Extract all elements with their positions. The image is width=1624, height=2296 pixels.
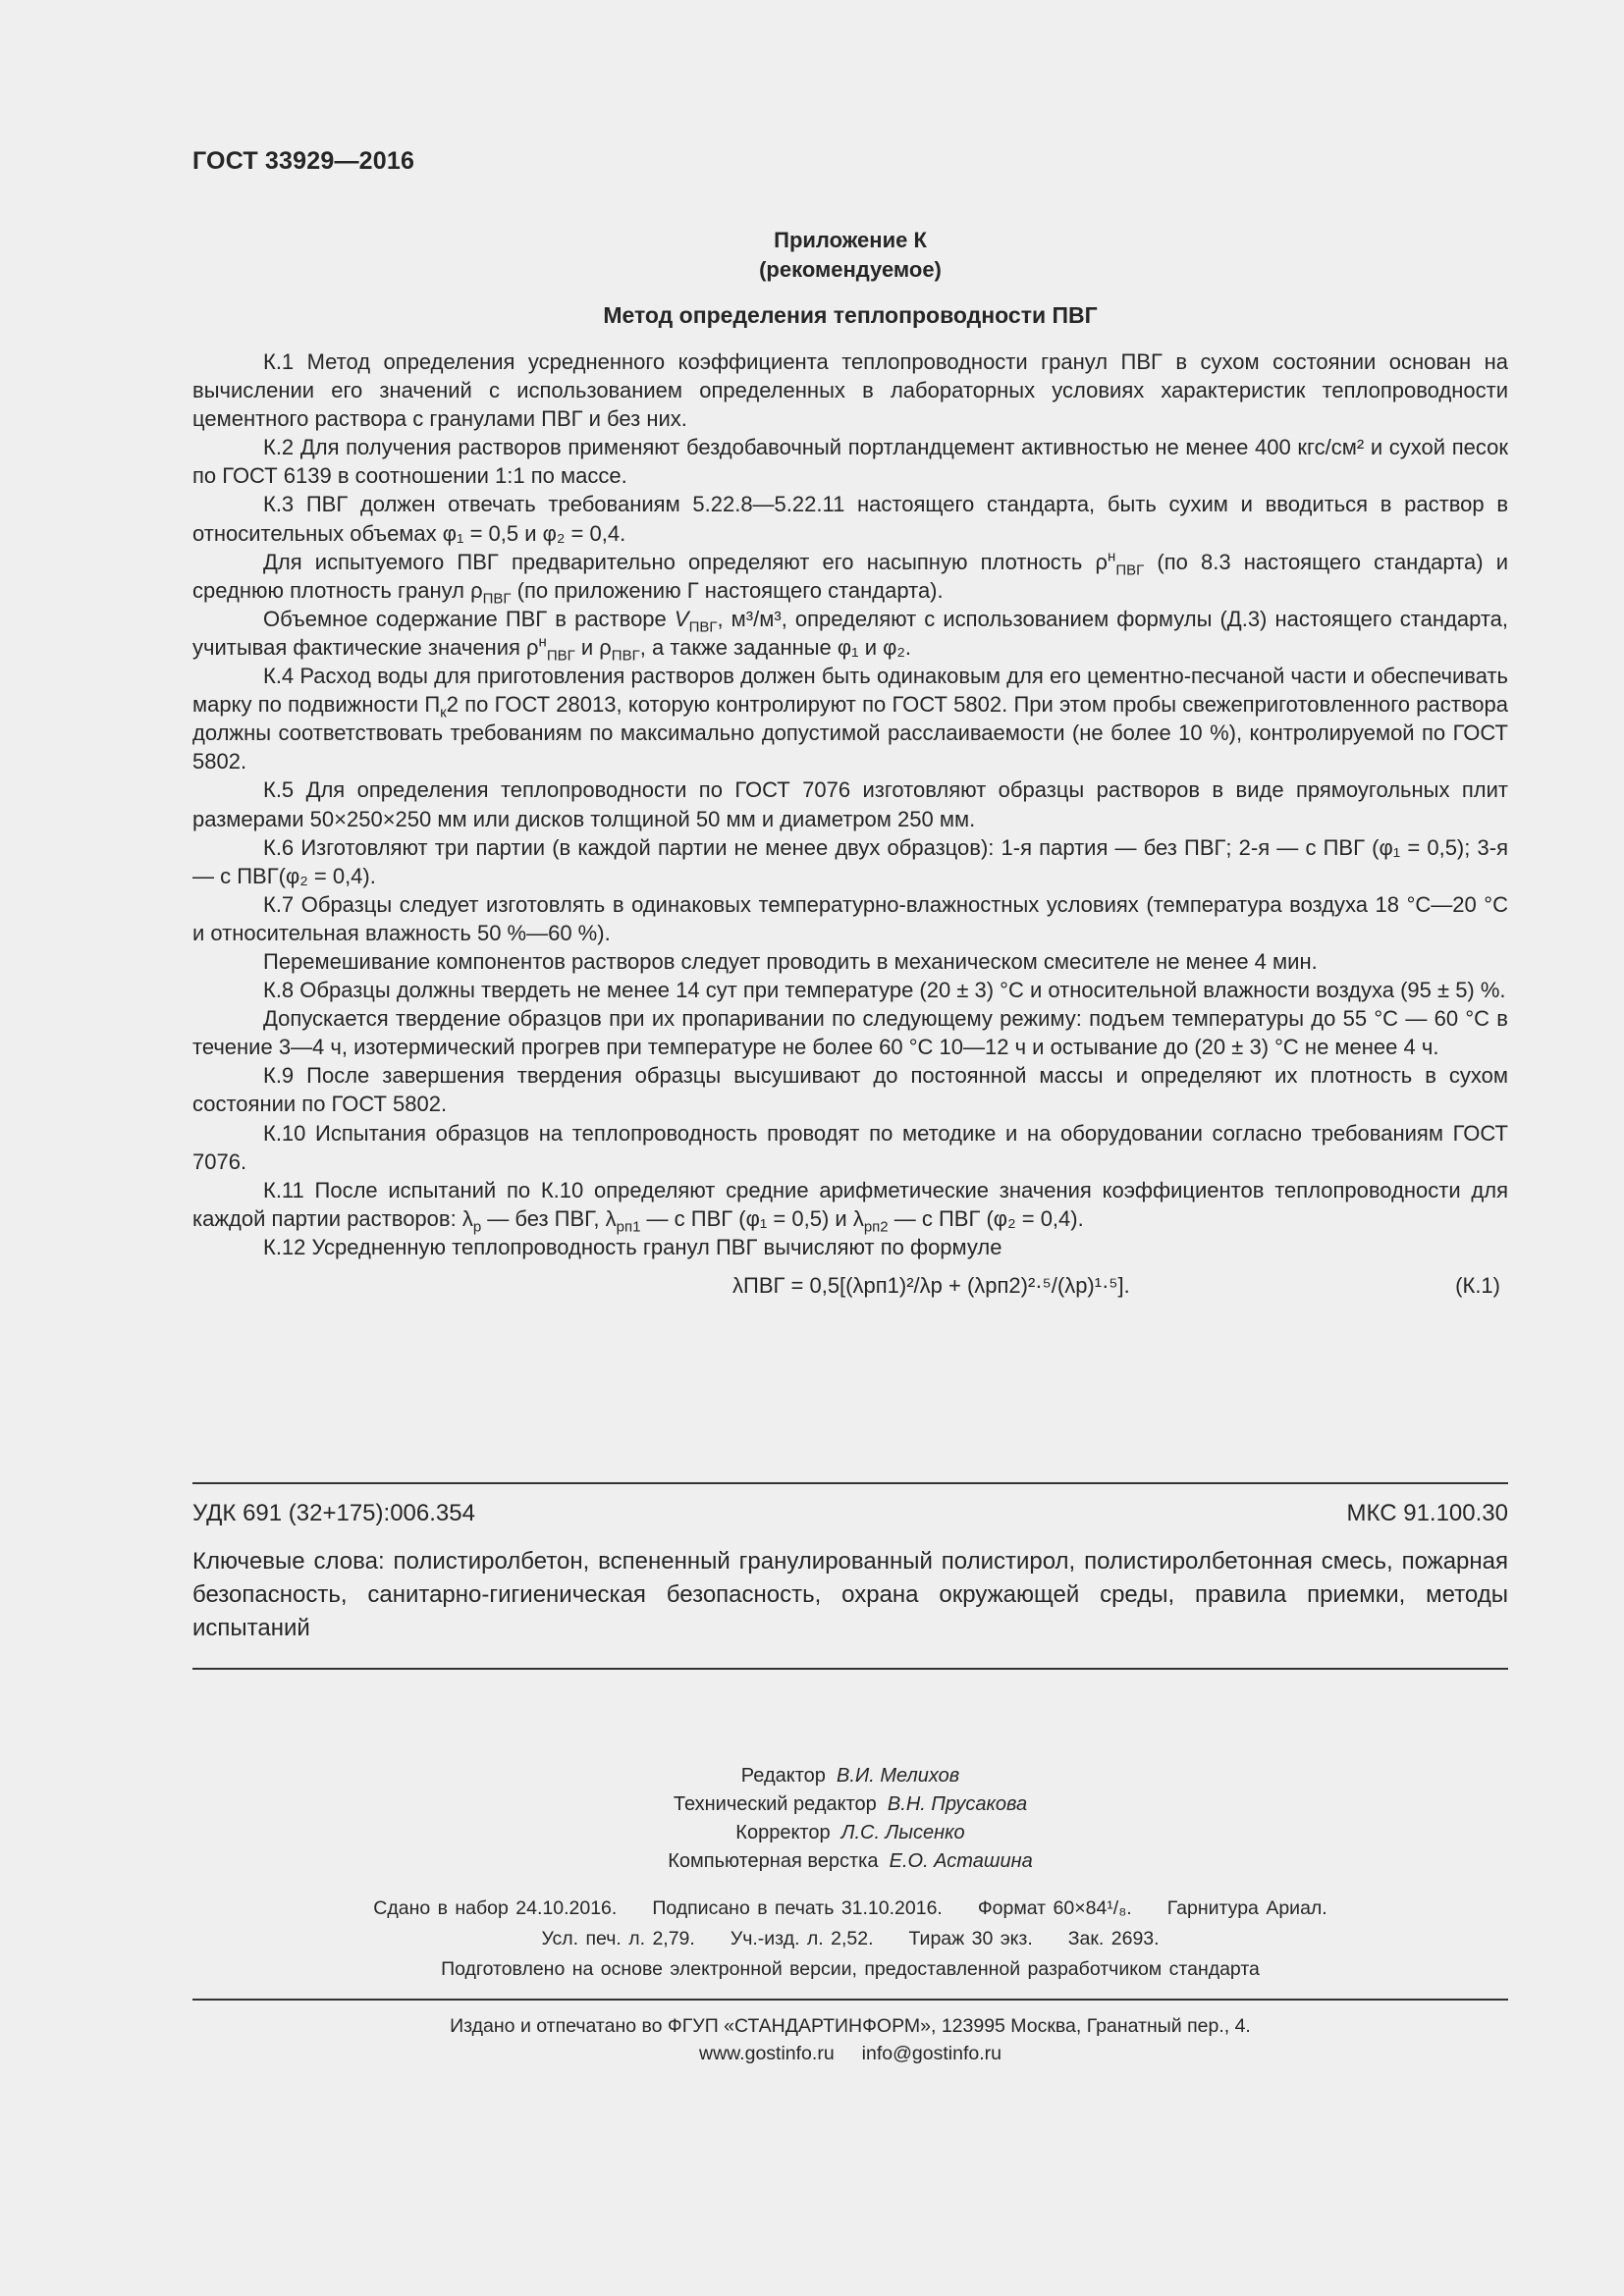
- credits-block: [192, 1762, 1508, 1876]
- publisher-site-link[interactable]: www.gostinfo.ru: [699, 2043, 835, 2064]
- paragraph-k9: К.9 После завершения твердения образцы высушивают до постоянной массы и определяют их плотность в сухом состоянии по ГОСТ 5802.: [192, 1063, 1508, 1117]
- credit-editor: Редактор В.И. Мелихов: [740, 1765, 960, 1787]
- formula-k1: [192, 1265, 1508, 1308]
- paragraph-k12: К.12 Усредненную теплопроводность гранул ПВГ вычисляют по формуле: [263, 1234, 1002, 1259]
- paragraph-k8: К.8 Образцы должны твердеть не менее 14 сут при температуре (20 ± 3) °С и относительной влажности воздуха (95 ± 5) %.: [263, 978, 1506, 1003]
- paragraph-k7: К.7 Образцы следует изготовлять в одинаковых температурно-влажностных условиях (температура воздуха 18 °С—20 °С и относительная влажность 50 %—60 %).: [192, 891, 1508, 945]
- formula-number: (К.1): [1455, 1273, 1500, 1298]
- paragraph-k5: К.5 Для определения теплопроводности по ГОСТ 7076 изготовляют образцы растворов в виде прямоугольных плит размерами 50×250×250 мм или дисков толщиной 50 мм и диаметром 250 мм.: [192, 777, 1508, 831]
- publisher-block: [192, 2012, 1508, 2067]
- paragraph-k8-steaming: Допускается твердение образцов при их пропаривании по следующему режиму: подъем температуры до 55 °С — 60 °С в течение 3—4 ч, изотермический прогрев при температуре не более 60 °С 10—12 ч и остывание до (20 ± 3) °С не менее 4 ч.: [192, 1006, 1508, 1060]
- paragraph-k4: К.4 Расход воды для приготовления растворов должен быть одинаковым для его цементно-песчаной части и обеспечивать марку по подвижности $П_к2$ по ГОСТ 28013, которую контролируют по ГОСТ 5802. При этом пробы свежеприготовленного раствора должны соответствовать требованиям по максимально допустимой расслаиваемости (не более 10 %), контролируемой по ГОСТ 5802.: [192, 664, 1509, 774]
- document-page: [192, 0, 1508, 2296]
- method-title: Метод определения теплопроводности ПВГ: [603, 302, 1098, 328]
- imprint-block: [192, 1894, 1508, 1985]
- divider-keywords: [192, 1668, 1508, 1670]
- publisher-contacts: [192, 2040, 1508, 2067]
- credit-corrector: Корректор Л.С. Лысенко: [735, 1822, 965, 1843]
- appendix-heading: [192, 226, 1508, 285]
- divider-imprint: [192, 1999, 1508, 2001]
- keywords: Ключевые слова: полистиролбетон, вспененный гранулированный полистирол, полистиролбетонная смесь, пожарная безопасность, санитарно-гигиеническая безопасность, охрана окружающей среды, правила приемки, методы испытаний: [192, 1548, 1508, 1641]
- paragraph-k7-mixing: Перемешивание компонентов растворов следует проводить в механическом смесителе не менее 4 мин.: [263, 948, 1318, 974]
- running-header: ГОСТ 33929—2016: [192, 147, 415, 175]
- imprint-prepared: Подготовлено на основе электронной версии, предоставленной разработчиком стандарта: [441, 1958, 1260, 1980]
- udk-code: УДК 691 (32+175):006.354: [192, 1500, 475, 1526]
- mks-code: МКС 91.100.30: [1346, 1500, 1508, 1526]
- paragraph-k6: К.6 Изготовляют три партии (в каждой партии не менее двух образцов): 1-я партия — без ПВГ; 2-я — с ПВГ (φ₁ = 0,5); 3-я — с ПВГ(φ₂ = 0,4).: [192, 834, 1509, 888]
- paragraph-k10: К.10 Испытания образцов на теплопроводность проводят по методике и на оборудовании согласно требованиям ГОСТ 7076.: [192, 1120, 1508, 1174]
- paragraph-k3-bulk-density: Для испытуемого ПВГ предварительно определяют его насыпную плотность $\rho^н_{ПВГ}$ (по 8.3 настоящего стандарта) и среднюю плотность гранул $\rho_{ПВГ}$ (по приложению Г настоящего стандарта).: [192, 548, 1508, 608]
- paragraph-k2: К.2 Для получения растворов применяют бездобавочный портландцемент активностью не менее 400 кгс/см² и сухой песок по ГОСТ 6139 в соотношении 1:1 по массе.: [192, 435, 1508, 489]
- body-text: [192, 347, 1508, 1308]
- publisher-email-link[interactable]: info@gostinfo.ru: [861, 2043, 1001, 2064]
- imprint-row-1: Сдано в набор 24.10.2016. Подписано в печать 31.10.2016. Формат 60×84¹/₈. Гарнитура Ариал.: [373, 1897, 1327, 1919]
- paragraph-k3-volume: Объемное содержание ПВГ в растворе $V_{ПВГ}$, м³/м³, определяют с использованием формулы (Д.3) настоящего стандарта, учитывая фактические значения $\rho^н_{ПВГ}$ и $\rho_{ПВГ}$, а также заданные φ₁ и φ₂.: [192, 606, 1508, 665]
- imprint-row-2: Усл. печ. л. 2,79. Уч.-изд. л. 2,52. Тираж 30 экз. Зак. 2693.: [541, 1928, 1160, 1949]
- paragraph-k1: К.1 Метод определения усредненного коэффициента теплопроводности гранул ПВГ в сухом состоянии основан на вычислении его значений с использованием определенных в лабораторных условиях характеристик теплопроводности цементного раствора с гранулами ПВГ и без них.: [192, 349, 1508, 432]
- publisher-line: Издано и отпечатано во ФГУП «СТАНДАРТИНФОРМ», 123995 Москва, Гранатный пер., 4.: [450, 2015, 1251, 2037]
- divider-top: [192, 1482, 1508, 1484]
- appendix-status: (рекомендуемое): [759, 257, 942, 282]
- paragraph-k3: К.3 ПВГ должен отвечать требованиям 5.22.8—5.22.11 настоящего стандарта, быть сухим и вводиться в раствор в относительных объемах φ₁ = 0,5 и φ₂ = 0,4.: [192, 492, 1508, 546]
- formula-expression: λПВГ = 0,5[(λрп1)²/λр + (λрп2)²·⁵/(λр)¹·⁵].: [732, 1273, 1130, 1298]
- appendix-title: Приложение К: [774, 228, 927, 252]
- paragraph-k11: К.11 После испытаний по К.10 определяют средние арифметические значения коэффициентов теплопроводности для каждой партии растворов: $\lambda_р$ — без ПВГ, $\lambda_{рп1}$ — с ПВГ (φ₁ = 0,5) и $\lambda_{рп2}$ — с ПВГ (φ₂ = 0,4).: [192, 1177, 1508, 1236]
- credit-tech-editor: Технический редактор В.Н. Прусакова: [673, 1793, 1028, 1815]
- credit-layout: Компьютерная верстка Е.О. Асташина: [668, 1850, 1033, 1872]
